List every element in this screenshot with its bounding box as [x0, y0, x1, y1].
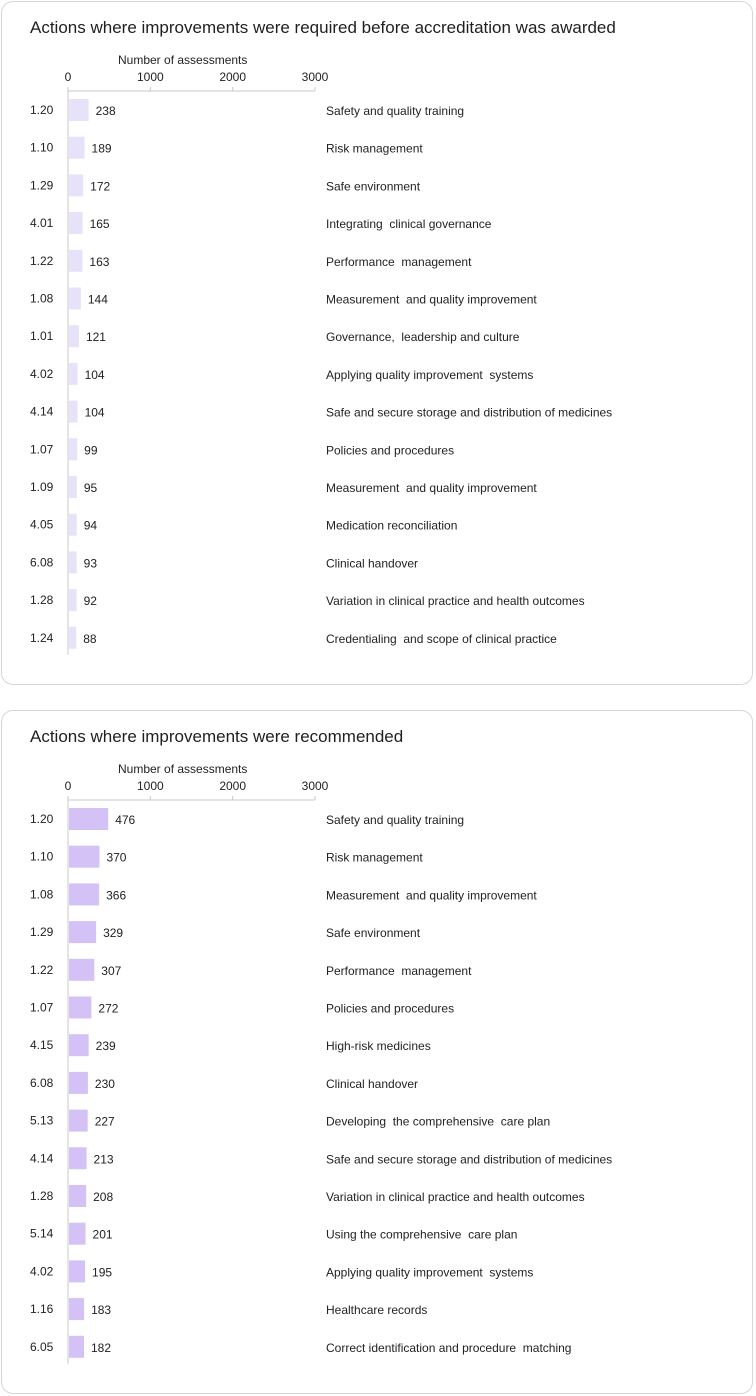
category-label: 1.09 — [30, 480, 54, 494]
description-label: Safe environment — [326, 926, 421, 941]
category-label: 5.13 — [30, 1113, 54, 1128]
x-tick-label: 1000 — [136, 70, 164, 84]
category-label: 1.29 — [30, 925, 54, 940]
data-label: 182 — [90, 1340, 112, 1355]
description-label: Policies and procedures — [326, 1001, 455, 1016]
category-label: 1.28 — [30, 593, 54, 608]
description-label: High-risk medicines — [326, 1039, 431, 1054]
data-label: 104 — [84, 367, 105, 382]
category-label: 4.14 — [30, 1151, 54, 1166]
data-label: 163 — [89, 254, 110, 269]
bar — [69, 401, 78, 423]
category-label: 4.01 — [30, 216, 54, 231]
bar — [69, 883, 99, 905]
category-label: 1.07 — [30, 1000, 54, 1015]
bar — [69, 514, 77, 536]
data-label: 88 — [83, 631, 97, 646]
x-tick-label: 3000 — [301, 779, 329, 793]
x-tick-label: 0 — [64, 70, 72, 84]
data-label: 94 — [83, 518, 98, 533]
data-label: 476 — [115, 813, 136, 827]
bar — [69, 438, 77, 460]
data-label: 195 — [92, 1265, 113, 1280]
data-label: 189 — [91, 141, 112, 156]
data-label: 95 — [83, 481, 98, 495]
data-label: 104 — [84, 405, 105, 420]
data-label: 366 — [106, 888, 127, 903]
bar — [69, 1260, 85, 1282]
category-label: 6.08 — [30, 1075, 54, 1090]
description-label: Developing the comprehensive care plan — [326, 1114, 551, 1129]
data-label: 121 — [85, 330, 106, 345]
description-label: Measurement and quality improvement — [326, 481, 537, 495]
bar — [69, 250, 82, 272]
description-label: Policies and procedures — [326, 443, 455, 458]
x-tick-label: 0 — [64, 779, 72, 793]
description-label: Governance, leadership and culture — [326, 330, 520, 345]
data-label: 272 — [98, 1001, 119, 1016]
bar — [69, 1072, 88, 1094]
description-label: Using the comprehensive care plan — [326, 1227, 518, 1242]
bar — [69, 1034, 89, 1056]
category-label: 1.20 — [30, 103, 54, 117]
category-label: 1.22 — [30, 962, 54, 977]
bar — [69, 1298, 84, 1320]
data-label: 201 — [92, 1227, 113, 1242]
bar — [69, 1110, 88, 1132]
bar — [69, 99, 89, 121]
description-label: Clinical handover — [326, 1076, 419, 1091]
data-label: 370 — [106, 850, 127, 865]
category-label: 1.01 — [30, 329, 54, 344]
description-label: Variation in clinical practice and health outcomes — [326, 594, 585, 609]
data-label: 92 — [83, 594, 97, 609]
description-label: Healthcare records — [326, 1303, 428, 1318]
category-label: 4.02 — [30, 1264, 54, 1279]
bar — [69, 1147, 87, 1169]
data-label: 93 — [83, 556, 98, 571]
data-label: 172 — [90, 179, 111, 194]
data-label: 239 — [95, 1039, 116, 1054]
category-label: 1.20 — [30, 812, 54, 826]
bar — [69, 846, 99, 868]
bar — [69, 174, 83, 196]
chart-panel-required — [1, 1, 753, 685]
data-label: 238 — [95, 104, 116, 118]
data-label: 183 — [91, 1303, 112, 1318]
category-label: 1.08 — [30, 291, 54, 306]
description-label: Applying quality improvement systems — [326, 367, 534, 382]
description-label: Medication reconciliation — [326, 518, 458, 533]
category-label: 1.07 — [30, 442, 54, 457]
bar — [69, 589, 77, 611]
description-label: Integrating clinical governance — [326, 217, 492, 232]
bar — [69, 325, 79, 347]
category-label: 1.16 — [30, 1302, 54, 1317]
bar — [69, 808, 108, 830]
description-label: Measurement and quality improvement — [326, 888, 537, 903]
category-label: 1.29 — [30, 178, 54, 193]
category-label: 6.08 — [30, 555, 54, 570]
x-tick-label: 2000 — [219, 779, 247, 793]
bar — [69, 921, 96, 943]
data-label: 144 — [87, 292, 108, 307]
category-label: 4.02 — [30, 366, 54, 381]
description-label: Measurement and quality improvement — [326, 292, 537, 307]
chart-panel-recommended — [1, 710, 753, 1394]
data-label: 99 — [84, 443, 98, 458]
bar — [69, 1185, 86, 1207]
data-label: 227 — [94, 1114, 115, 1129]
data-label: 307 — [101, 963, 122, 978]
description-label: Correct identification and procedure matching — [326, 1340, 572, 1355]
chart-title: Actions where improvements were required before accreditation was awarded — [30, 18, 616, 37]
category-label: 5.14 — [30, 1226, 54, 1241]
data-label: 230 — [94, 1076, 115, 1091]
data-label: 329 — [103, 926, 124, 941]
bar-chart-required — [2, 2, 754, 686]
description-label: Risk management — [326, 850, 423, 865]
description-label: Credentialing and scope of clinical practice — [326, 631, 557, 646]
bar — [69, 551, 77, 573]
description-label: Safe and secure storage and distribution of medicines — [326, 1152, 613, 1167]
description-label: Variation in clinical practice and health outcomes — [326, 1190, 585, 1204]
description-label: Safety and quality training — [326, 104, 465, 118]
chart-title: Actions where improvements were recommended — [30, 727, 404, 746]
bar — [69, 959, 94, 981]
bar-chart-recommended — [2, 711, 754, 1395]
data-label: 208 — [93, 1190, 114, 1204]
category-label: 4.14 — [30, 404, 54, 419]
description-label: Clinical handover — [326, 556, 419, 571]
bar — [69, 137, 85, 159]
bar — [69, 627, 76, 649]
x-axis-title: Number of assessments — [118, 53, 248, 67]
category-label: 1.22 — [30, 253, 54, 268]
description-label: Safety and quality training — [326, 813, 465, 827]
data-label: 213 — [93, 1152, 114, 1167]
bar — [69, 288, 81, 310]
category-label: 4.05 — [30, 517, 54, 532]
x-tick-label: 1000 — [136, 779, 164, 793]
category-label: 4.15 — [30, 1038, 54, 1053]
description-label: Performance management — [326, 254, 472, 269]
bar — [69, 212, 83, 234]
category-label: 1.08 — [30, 887, 54, 902]
data-label: 165 — [89, 217, 110, 232]
bar — [69, 1336, 84, 1358]
bar — [69, 997, 91, 1019]
description-label: Risk management — [326, 141, 423, 156]
x-tick-label: 2000 — [219, 70, 247, 84]
description-label: Safe environment — [326, 179, 421, 194]
category-label: 1.10 — [30, 140, 54, 155]
category-label: 1.10 — [30, 849, 54, 864]
bar — [69, 1223, 86, 1245]
description-label: Safe and secure storage and distribution of medicines — [326, 405, 613, 420]
category-label: 1.28 — [30, 1189, 54, 1203]
description-label: Applying quality improvement systems — [326, 1265, 534, 1280]
bar — [69, 363, 78, 385]
bar — [69, 476, 77, 498]
category-label: 1.24 — [30, 630, 54, 645]
x-axis-title: Number of assessments — [118, 762, 248, 776]
description-label: Performance management — [326, 963, 472, 978]
x-tick-label: 3000 — [301, 70, 329, 84]
category-label: 6.05 — [30, 1339, 54, 1354]
